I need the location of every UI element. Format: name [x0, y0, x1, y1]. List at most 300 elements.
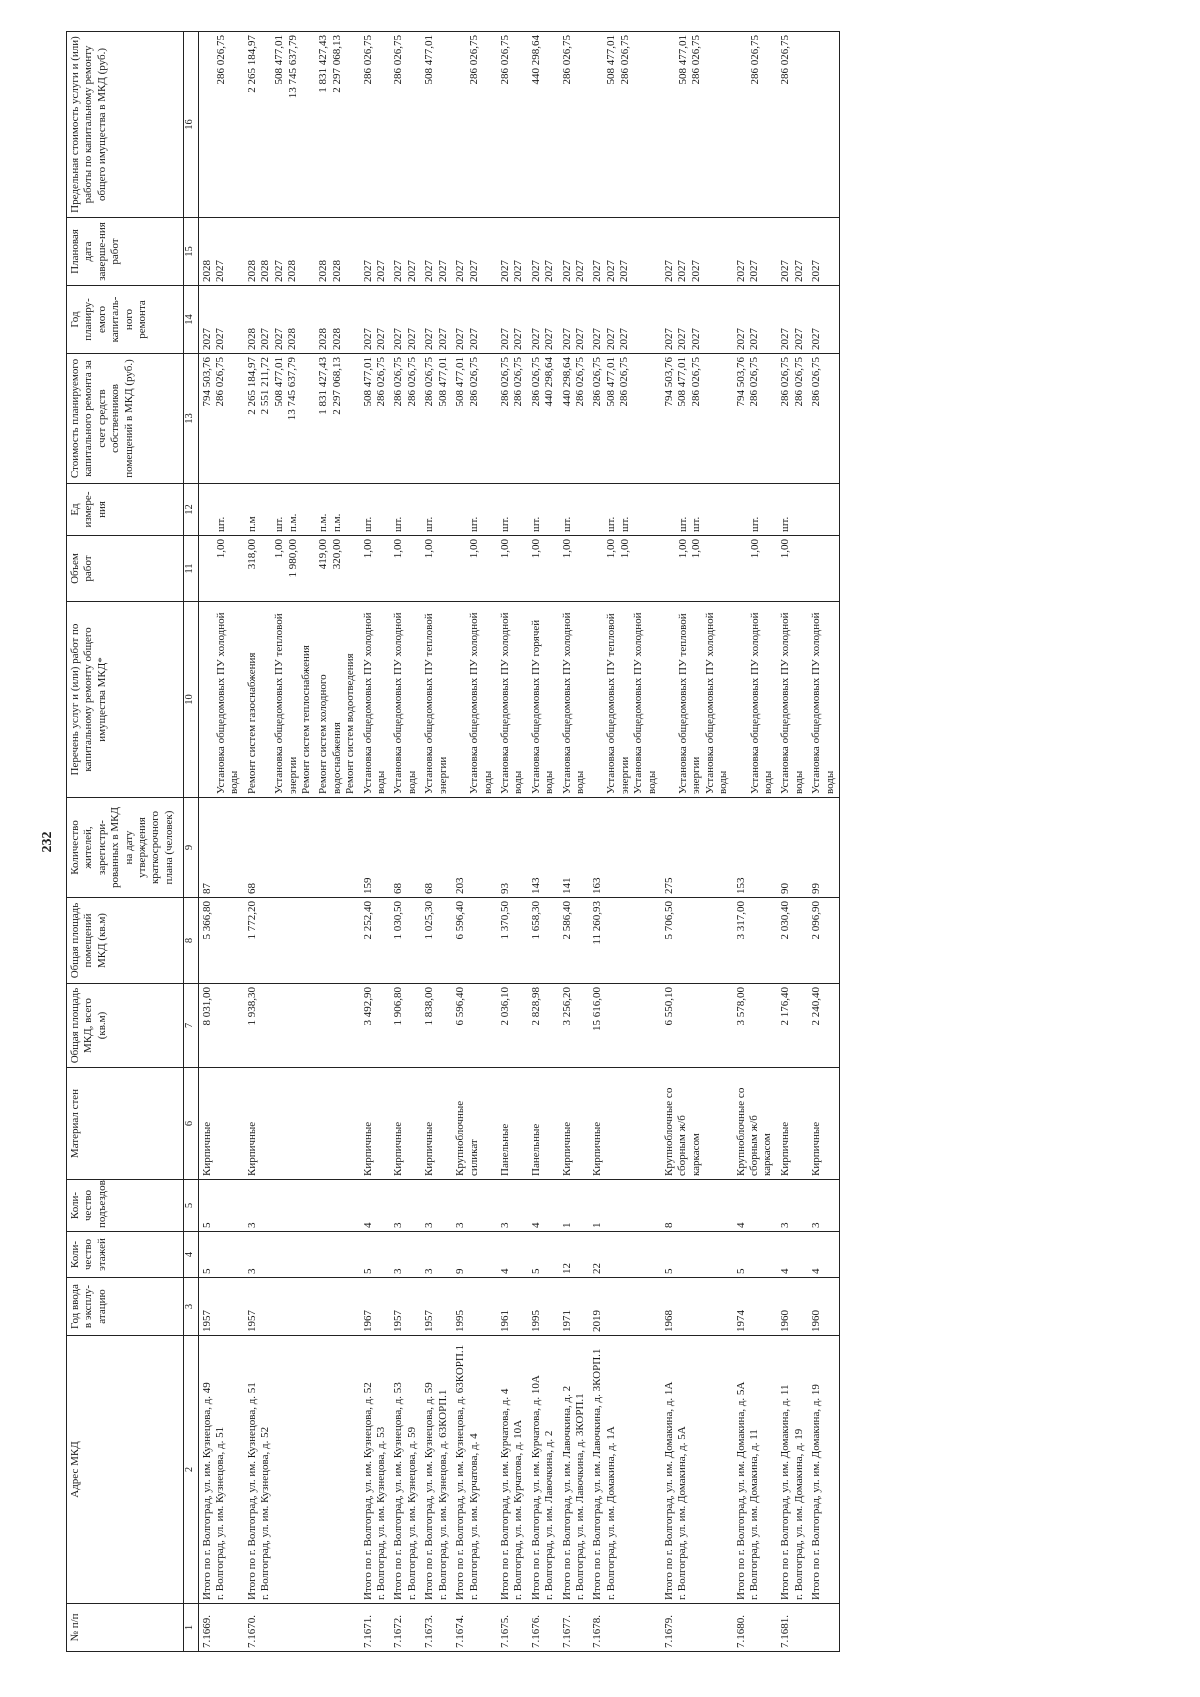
cell-wall-material: [661, 1068, 733, 1180]
cell-line: 508 477,01: [676, 35, 689, 85]
cell-line: 5: [361, 1268, 374, 1274]
cell-completion-date: [733, 218, 778, 286]
cell-line: г. Волгоград, ул. им. Домакина, д. 11: [748, 1429, 760, 1600]
cell-line: г. Волгоград, ул. им. Лавочкина, д. 3КОРП.1: [573, 1393, 586, 1600]
cell-wall-material: [199, 1068, 244, 1180]
cell-works-list: [421, 602, 452, 798]
cell-line: Итого по г. Волгоград, ул. им. Кузнецова, д. 63КОРП.1: [454, 1344, 467, 1600]
cell-repair-year: [528, 286, 559, 354]
cell-completion-date: [390, 218, 421, 286]
cell-unit: [199, 484, 244, 536]
cell-work-volume: [390, 536, 421, 602]
cell-premises-area: [199, 898, 244, 984]
cell-line: 2027: [662, 260, 675, 282]
cell-repair-year: [559, 286, 590, 354]
cell-residents: [315, 798, 359, 898]
cell-line: [317, 1235, 331, 1274]
cell-line: [454, 605, 468, 794]
cell-line: 508 477,01: [423, 35, 436, 85]
cell-address: [244, 1336, 316, 1604]
cell-total-area: [559, 984, 590, 1068]
cell-address: [777, 1336, 808, 1604]
cell-line: 8: [662, 1222, 675, 1228]
header-wall-material: Материал стен: [67, 1068, 184, 1180]
cell-line: 22: [591, 1263, 604, 1274]
cell-line: [591, 35, 605, 214]
cell-entrances: [733, 1180, 778, 1232]
cell-line: Установка общедомовых ПУ тепловой энергии: [676, 610, 703, 794]
cell-line: Установка общедомовых ПУ холодной воды: [703, 609, 730, 794]
cell-works-list: [360, 602, 391, 798]
cell-line: 508 477,01: [273, 35, 286, 85]
cell-line: 2027: [498, 328, 511, 350]
column-number: 16: [184, 32, 199, 218]
cell-entrances: [528, 1180, 559, 1232]
cell-line: [810, 487, 824, 532]
cell-line: 2027: [454, 328, 467, 350]
cell-line: 2027: [272, 260, 285, 282]
cell-entrances: [244, 1180, 316, 1232]
cell-total-area: [360, 984, 391, 1068]
cell-repair-cost: [390, 354, 421, 484]
cell-line: 508 477,01: [676, 357, 689, 407]
cell-completion-date: [777, 218, 808, 286]
cell-line: Установка общедомовых ПУ холодной воды: [498, 609, 525, 794]
cell-line: [663, 539, 677, 598]
cell-line: 794 503,76: [201, 357, 213, 407]
cell-line: 286 026,75: [748, 35, 761, 85]
cell-max-cost: [421, 32, 452, 218]
cell-line: 286 026,75: [792, 357, 805, 407]
cell-floors: [559, 1232, 590, 1278]
cell-unit: [315, 484, 359, 536]
cell-works-list: [390, 602, 421, 798]
header-year-built: Год ввода в эксплу-атацию: [67, 1278, 184, 1336]
cell-wall-material: [452, 1068, 497, 1180]
cell-line: 2027: [375, 328, 388, 350]
cell-row-number: [497, 1604, 528, 1652]
cell-line: 286 026,75: [779, 35, 792, 85]
cell-line: шт.: [423, 516, 436, 532]
cell-line: 2 297 068,13: [330, 357, 343, 415]
cell-line: 5 706,50: [662, 901, 675, 940]
cell-row-number: [808, 1604, 839, 1652]
header-address: Адрес МКД: [67, 1336, 184, 1604]
cell-line: Итого по г. Волгоград, ул. им. Домакина, д. 11: [779, 1384, 792, 1600]
cell-line: 6 596,40: [454, 987, 467, 1026]
cell-line: шт.: [618, 516, 631, 532]
cell-line: 2027: [423, 260, 436, 282]
cell-line: 3 492,90: [361, 987, 374, 1026]
cell-repair-year: [733, 286, 778, 354]
table-row: [589, 32, 661, 1652]
cell-works-list: [528, 602, 559, 798]
cell-line: 3 578,00: [734, 987, 747, 1026]
cell-total-area: [421, 984, 452, 1068]
cell-entrances: [559, 1180, 590, 1232]
cell-line: Итого по г. Волгоград, ул. им. Кузнецова, д. 49: [201, 1382, 213, 1600]
cell-total-area: [390, 984, 421, 1068]
cell-repair-cost: [244, 354, 316, 484]
cell-repair-year: [808, 286, 839, 354]
cell-total-area: [777, 984, 808, 1068]
cell-line: 1995: [529, 1310, 542, 1332]
cell-line: 2027: [512, 260, 525, 282]
cell-residents: [244, 798, 316, 898]
cell-line: 508 477,01: [454, 357, 467, 407]
cell-row-number: [315, 1604, 359, 1652]
cell-repair-cost: [315, 354, 359, 484]
cell-line: 7.1680.: [734, 1615, 747, 1648]
header-row: [67, 32, 184, 1652]
cell-works-list: [733, 602, 778, 798]
cell-line: 3 256,20: [560, 987, 573, 1026]
cell-line: 286 026,75: [591, 357, 604, 407]
cell-wall-material: [497, 1068, 528, 1180]
cell-row-number: [390, 1604, 421, 1652]
cell-line: Установка общедомовых ПУ холодной воды: [468, 609, 494, 794]
cell-line: г. Волгоград, ул. им. Лавочкина, д. 2: [543, 1430, 556, 1600]
cell-line: г. Волгоград, ул. им. Кузнецова, д. 51: [214, 1426, 227, 1600]
cell-line: шт.: [779, 516, 792, 532]
cell-repair-cost: [661, 354, 733, 484]
cell-line: [663, 487, 677, 532]
cell-line: Кирпичные: [779, 1121, 792, 1176]
cell-line: 1995: [454, 1310, 467, 1332]
cell-line: г. Волгоград, ул. им. Кузнецова, д. 59: [405, 1426, 418, 1600]
cell-line: 1 838,00: [423, 987, 436, 1026]
cell-line: 143: [529, 877, 542, 894]
cell-premises-area: [421, 898, 452, 984]
cell-entrances: [589, 1180, 661, 1232]
cell-line: 1 831 427,43: [317, 357, 330, 415]
cell-line: 2027: [560, 328, 573, 350]
cell-max-cost: [497, 32, 528, 218]
cell-line: 2027: [214, 328, 227, 350]
cell-line: 1,00: [498, 539, 511, 559]
cell-floors: [733, 1232, 778, 1278]
header-entrances: Коли-чество подъездов: [67, 1180, 184, 1232]
cell-line: 2027: [779, 260, 792, 282]
cell-line: 286 026,75: [392, 35, 405, 85]
cell-line: [317, 1183, 331, 1228]
cell-line: 2027: [375, 260, 388, 282]
cell-line: 2027: [604, 328, 617, 350]
cell-line: 6 596,40: [454, 901, 467, 940]
cell-address: [199, 1336, 244, 1604]
cell-line: Итого по г. Волгоград, ул. им. Домакина, д. 19: [810, 1384, 823, 1600]
cell-floors: [589, 1232, 661, 1278]
cell-line: [591, 605, 605, 794]
cell-line: 4: [529, 1222, 542, 1228]
cell-work-volume: [733, 536, 778, 602]
cell-line: 2027: [792, 328, 805, 350]
cell-line: 1 658,30: [529, 901, 542, 940]
cell-line: 508 477,01: [272, 357, 285, 407]
cell-wall-material: [777, 1068, 808, 1180]
cell-line: Крупноблочные силикат: [454, 1098, 480, 1176]
cell-line: 1957: [423, 1310, 436, 1332]
cell-line: Итого по г. Волгоград, ул. им. Кузнецова, д. 59: [423, 1382, 436, 1600]
header-work-volume: Объем работ: [67, 536, 184, 602]
cell-work-volume: [199, 536, 244, 602]
cell-line: 141: [560, 877, 573, 894]
cell-unit: [390, 484, 421, 536]
cell-line: 286 026,75: [512, 357, 525, 407]
cell-premises-area: [390, 898, 421, 984]
cell-line: 1 980,00: [286, 539, 299, 578]
cell-year-built: [733, 1278, 778, 1336]
cell-line: 2027: [467, 260, 480, 282]
cell-line: 1,00: [529, 539, 542, 559]
cell-line: [317, 1607, 331, 1648]
rotated-page: [40, 32, 1175, 1652]
column-number: 15: [184, 218, 199, 286]
cell-line: 1968: [662, 1310, 675, 1332]
cell-line: 4: [734, 1222, 747, 1228]
header-works-list: Перечень услуг и (или) работ по капитальному ремонту общего имущества МКД*: [67, 602, 184, 798]
cell-line: Кирпичные: [361, 1121, 374, 1176]
cell-line: [735, 605, 749, 794]
cell-work-volume: [528, 536, 559, 602]
cell-year-built: [528, 1278, 559, 1336]
cell-line: 286 026,75: [405, 357, 418, 407]
cell-line: 2027: [748, 260, 760, 282]
cell-residents: [589, 798, 661, 898]
cell-line: Кирпичные: [810, 1121, 823, 1176]
cell-works-list: [199, 602, 244, 798]
cell-line: 1,00: [392, 539, 405, 559]
cell-line: 2027: [543, 260, 556, 282]
table-row: [777, 32, 808, 1652]
column-number: 14: [184, 286, 199, 354]
cell-line: 2027: [748, 328, 760, 350]
cell-line: 2027: [529, 328, 542, 350]
cell-completion-date: [421, 218, 452, 286]
cell-line: 2028: [245, 328, 258, 350]
cell-line: 286 026,75: [690, 35, 703, 85]
cell-total-area: [528, 984, 559, 1068]
cell-line: 275: [662, 877, 675, 894]
cell-max-cost: [589, 32, 661, 218]
table-row: [452, 32, 497, 1652]
cell-wall-material: [390, 1068, 421, 1180]
cell-line: [259, 487, 273, 532]
cell-row-number: [244, 1604, 316, 1652]
cell-line: 2 096,90: [810, 901, 823, 940]
header-unit: Ед измере-ния: [67, 484, 184, 536]
cell-line: [735, 35, 749, 214]
cell-line: 2027: [405, 260, 418, 282]
cell-year-built: [497, 1278, 528, 1336]
cell-line: 2028: [330, 328, 343, 350]
table-row: [528, 32, 559, 1652]
table-row: [733, 32, 778, 1652]
cell-line: 286 026,75: [689, 357, 702, 407]
cell-max-cost: [733, 32, 778, 218]
cell-line: 286 026,75: [618, 35, 631, 85]
cell-line: 3: [423, 1268, 436, 1274]
cell-line: 2027: [436, 328, 449, 350]
cell-entrances: [777, 1180, 808, 1232]
cell-repair-cost: [808, 354, 839, 484]
cell-line: шт.: [392, 516, 405, 532]
cell-floors: [777, 1232, 808, 1278]
cell-line: п.м: [245, 516, 258, 532]
cell-line: г. Волгоград, ул. им. Курчатова, д. 4: [467, 1433, 480, 1600]
cell-line: 2027: [467, 328, 480, 350]
cell-line: 2027: [734, 328, 747, 350]
cell-premises-area: [497, 898, 528, 984]
cell-line: 2027: [810, 260, 823, 282]
cell-line: [591, 539, 605, 598]
cell-line: 11 260,93: [591, 901, 604, 945]
cell-line: 87: [201, 883, 213, 894]
cell-line: 2 176,40: [779, 987, 792, 1026]
cell-line: п.м.: [286, 513, 299, 532]
cell-works-list: [244, 602, 316, 798]
cell-line: 99: [810, 883, 823, 894]
cell-line: 2027: [454, 260, 467, 282]
header-premises-area: Общая площадь помещений МКД (кв.м): [67, 898, 184, 984]
cell-line: 15 616,00: [591, 987, 604, 1031]
cell-line: Установка общедомовых ПУ холодной воды: [632, 609, 658, 794]
cell-wall-material: [733, 1068, 778, 1180]
cell-line: 1,00: [618, 539, 631, 559]
column-number: 7: [184, 984, 199, 1068]
cell-line: 3: [392, 1222, 405, 1228]
cell-total-area: [452, 984, 497, 1068]
cell-line: Итого по г. Волгоград, ул. им. Лавочкина, д. 3КОРП.1: [591, 1348, 604, 1600]
cell-line: 5 366,80: [201, 901, 213, 940]
cell-line: шт.: [468, 516, 481, 532]
cell-line: 2027: [604, 260, 617, 282]
cell-line: 203: [454, 877, 467, 894]
cell-work-volume: [661, 536, 733, 602]
cell-line: 1957: [392, 1310, 405, 1332]
cell-entrances: [808, 1180, 839, 1232]
cell-line: 2027: [543, 328, 556, 350]
cell-completion-date: [559, 218, 590, 286]
cell-repair-cost: [452, 354, 497, 484]
cell-unit: [733, 484, 778, 536]
cell-total-area: [497, 984, 528, 1068]
cell-line: 2027: [214, 260, 227, 282]
cell-line: шт.: [529, 516, 542, 532]
cell-total-area: [808, 984, 839, 1068]
cell-address: [452, 1336, 497, 1604]
cell-completion-date: [661, 218, 733, 286]
cell-wall-material: [528, 1068, 559, 1180]
cell-line: 2028: [286, 328, 299, 350]
cell-line: 68: [392, 883, 405, 894]
header-max-cost: Предельная стоимость услуги и (или) работы по капитальному ремонту общего имущества в МКД (руб.): [67, 32, 184, 218]
column-number: 3: [184, 1278, 199, 1336]
cell-work-volume: [421, 536, 452, 602]
cell-line: 1,00: [605, 539, 618, 559]
cell-line: 2028: [245, 260, 258, 282]
repair-plan-table: [66, 31, 840, 1652]
cell-completion-date: [497, 218, 528, 286]
cell-works-list: [452, 602, 497, 798]
cell-year-built: [421, 1278, 452, 1336]
cell-line: Кирпичные: [591, 1121, 604, 1176]
cell-line: [663, 605, 677, 794]
cell-line: 2027: [392, 328, 405, 350]
cell-line: Ремонт систем холодного водоснабжения: [317, 671, 343, 794]
cell-line: [317, 1281, 331, 1332]
cell-line: 440 298,64: [529, 35, 542, 85]
cell-line: г. Волгоград, ул. им. Домакина, д. 19: [792, 1428, 805, 1600]
cell-total-area: [315, 984, 359, 1068]
cell-line: 5: [734, 1268, 747, 1274]
cell-address: [808, 1336, 839, 1604]
cell-line: 2027: [810, 328, 823, 350]
column-number: 1: [184, 1604, 199, 1652]
cell-works-list: [661, 602, 733, 798]
cell-line: 2027: [560, 260, 573, 282]
cell-line: 2027: [618, 260, 631, 282]
cell-line: 13 745 637,79: [286, 35, 299, 99]
cell-line: 7.1678.: [591, 1615, 604, 1648]
cell-year-built: [589, 1278, 661, 1336]
cell-line: 2027: [689, 260, 702, 282]
cell-line: 286 026,75: [618, 357, 631, 407]
column-number: 11: [184, 536, 199, 602]
cell-line: 1,00: [560, 539, 573, 559]
cell-line: 2027: [498, 260, 511, 282]
cell-line: 7.1673.: [423, 1615, 436, 1648]
cell-total-area: [661, 984, 733, 1068]
cell-line: 2 030,40: [779, 901, 792, 940]
cell-floors: [421, 1232, 452, 1278]
cell-line: [201, 605, 215, 794]
cell-line: Итого по г. Волгоград, ул. им. Лавочкина, д. 2: [560, 1385, 573, 1600]
cell-line: Кирпичные: [560, 1121, 573, 1176]
cell-line: 2027: [529, 260, 542, 282]
cell-line: 1957: [201, 1310, 213, 1332]
cell-line: Крупноблочные со сборным ж/б каркасом: [734, 1084, 774, 1176]
cell-repair-year: [777, 286, 808, 354]
cell-wall-material: [360, 1068, 391, 1180]
cell-line: п.м.: [317, 513, 330, 532]
cell-line: Итого по г. Волгоград, ул. им. Домакина, д. 1А: [662, 1381, 675, 1600]
cell-repair-cost: [199, 354, 244, 484]
cell-address: [360, 1336, 391, 1604]
cell-line: 2027: [573, 260, 586, 282]
cell-line: 794 503,76: [662, 357, 675, 407]
cell-line: Итого по г. Волгоград, ул. им. Кузнецова, д. 51: [245, 1382, 258, 1600]
table-row: [315, 32, 359, 1652]
cell-line: 4: [498, 1268, 511, 1274]
cell-year-built: [360, 1278, 391, 1336]
cell-year-built: [244, 1278, 316, 1336]
cell-line: 1 370,50: [498, 901, 511, 940]
cell-entrances: [421, 1180, 452, 1232]
cell-line: 2027: [591, 260, 604, 282]
cell-line: 3 317,00: [734, 901, 747, 940]
cell-line: г. Волгоград, ул. им. Домакина, д. 1А: [604, 1426, 617, 1600]
cell-line: 2027: [405, 328, 418, 350]
page-number: 232: [40, 831, 55, 853]
cell-line: 2027: [734, 260, 747, 282]
cell-total-area: [733, 984, 778, 1068]
cell-line: [259, 539, 273, 598]
cell-line: 68: [423, 883, 436, 894]
cell-row-number: [452, 1604, 497, 1652]
cell-line: Установка общедомовых ПУ холодной воды: [392, 609, 418, 794]
table-row: [390, 32, 421, 1652]
